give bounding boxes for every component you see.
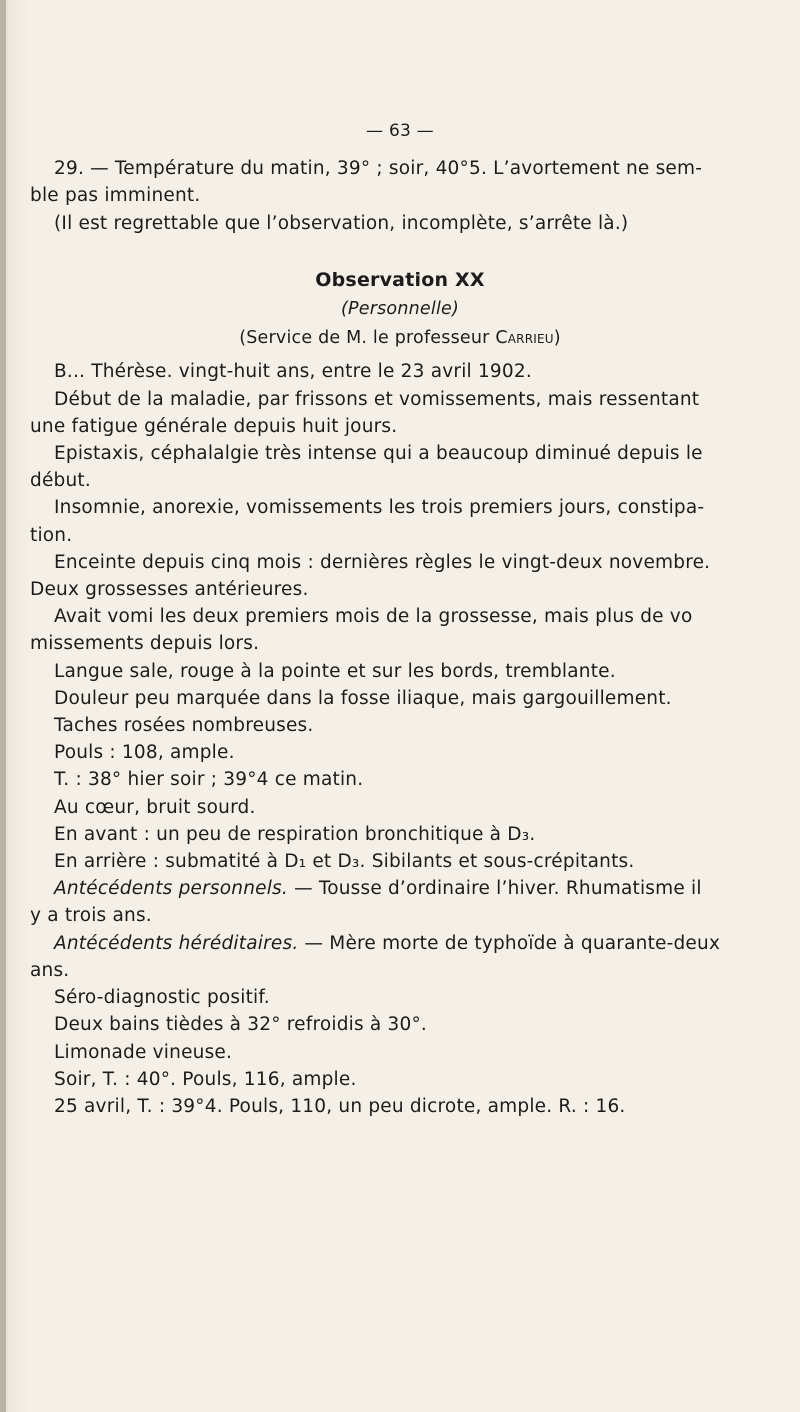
body-line-14: Taches rosées nombreuses. bbox=[54, 715, 314, 737]
service-prefix: (Service de M. le professeur bbox=[239, 328, 496, 349]
antecedents-hereditary-text: — Mère morte de typhoïde à quarante-deux bbox=[298, 932, 721, 954]
service-suffix: ) bbox=[553, 328, 561, 349]
closing-line-2: Deux bains tièdes à 32° refroidis à 30°. bbox=[54, 1014, 427, 1036]
body-line-11: missements depuis lors. bbox=[30, 633, 260, 655]
closing-line-4: Soir, T. : 40°. Pouls, 116, ample. bbox=[54, 1068, 357, 1090]
antecedents-hereditary-cont: ans. bbox=[30, 959, 70, 981]
intro-line-1: 29. — Température du matin, 39° ; soir, 40°5. L’avortement ne sem- bbox=[54, 158, 703, 180]
closing-line-3: Limonade vineuse. bbox=[54, 1041, 233, 1063]
body-line-7: tion. bbox=[30, 524, 73, 546]
observation-heading: Observation XX bbox=[315, 268, 485, 291]
body-line-16: T. : 38° hier soir ; 39°4 ce matin. bbox=[54, 769, 364, 791]
body-line-17: Au cœur, bruit sourd. bbox=[54, 796, 256, 818]
antecedents-personal-cont: y a trois ans. bbox=[30, 905, 152, 927]
body-line-5: début. bbox=[30, 470, 91, 492]
body-line-6: Insomnie, anorexie, vomissements les trois premiers jours, constipa- bbox=[54, 497, 705, 519]
intro-line-3: (Il est regrettable que l’observation, incomplète, s’arrête là.) bbox=[54, 212, 629, 234]
book-gutter-shadow bbox=[0, 0, 6, 1412]
closing-line-1: Séro-diagnostic positif. bbox=[54, 987, 270, 1009]
page-text bbox=[30, 118, 770, 1120]
observation-subheading: (Personnelle) bbox=[340, 299, 460, 320]
body-line-3: une fatigue générale depuis huit jours. bbox=[30, 415, 398, 437]
antecedents-personal-label: Antécédents personnels. bbox=[54, 878, 288, 900]
antecedents-hereditary bbox=[30, 930, 770, 957]
body-line-9: Deux grossesses antérieures. bbox=[30, 579, 309, 601]
intro-line-2: ble pas imminent. bbox=[30, 185, 201, 207]
body-line-2: Début de la maladie, par frissons et vomissements, mais ressentant bbox=[54, 388, 700, 410]
body-line-8: Enceinte depuis cinq mois : dernières règles le vingt-deux novembre. bbox=[54, 551, 711, 573]
body-line-13: Douleur peu marquée dans la fosse iliaque, mais gargouillement. bbox=[54, 687, 672, 709]
body-line-4: Epistaxis, céphalalgie très intense qui a beaucoup diminué depuis le bbox=[54, 443, 703, 465]
antecedents-hereditary-label: Antécédents héréditaires. bbox=[54, 932, 299, 954]
body-line-10: Avait vomi les deux premiers mois de la grossesse, mais plus de vo bbox=[54, 606, 693, 628]
page-number: — 63 — bbox=[366, 121, 434, 141]
antecedents-personal bbox=[30, 875, 770, 902]
body-line-12: Langue sale, rouge à la pointe et sur les bords, tremblante. bbox=[54, 660, 616, 682]
closing-line-5: 25 avril, T. : 39°4. Pouls, 110, un peu dicrote, ample. R. : 16. bbox=[54, 1095, 626, 1117]
body-line-1: B... Thérèse. vingt-huit ans, entre le 23 avril 1902. bbox=[54, 361, 532, 383]
service-line bbox=[30, 325, 770, 352]
professor-name: Carrieu bbox=[495, 328, 554, 349]
body-line-15: Pouls : 108, ample. bbox=[54, 742, 235, 764]
antecedents-personal-text: — Tousse d’ordinaire l’hiver. Rhumatisme il bbox=[287, 878, 702, 900]
body-line-19: En arrière : submatité à D₁ et D₃. Sibilants et sous-crépitants. bbox=[54, 851, 635, 873]
body-line-18: En avant : un peu de respiration bronchitique à D₃. bbox=[54, 823, 536, 845]
